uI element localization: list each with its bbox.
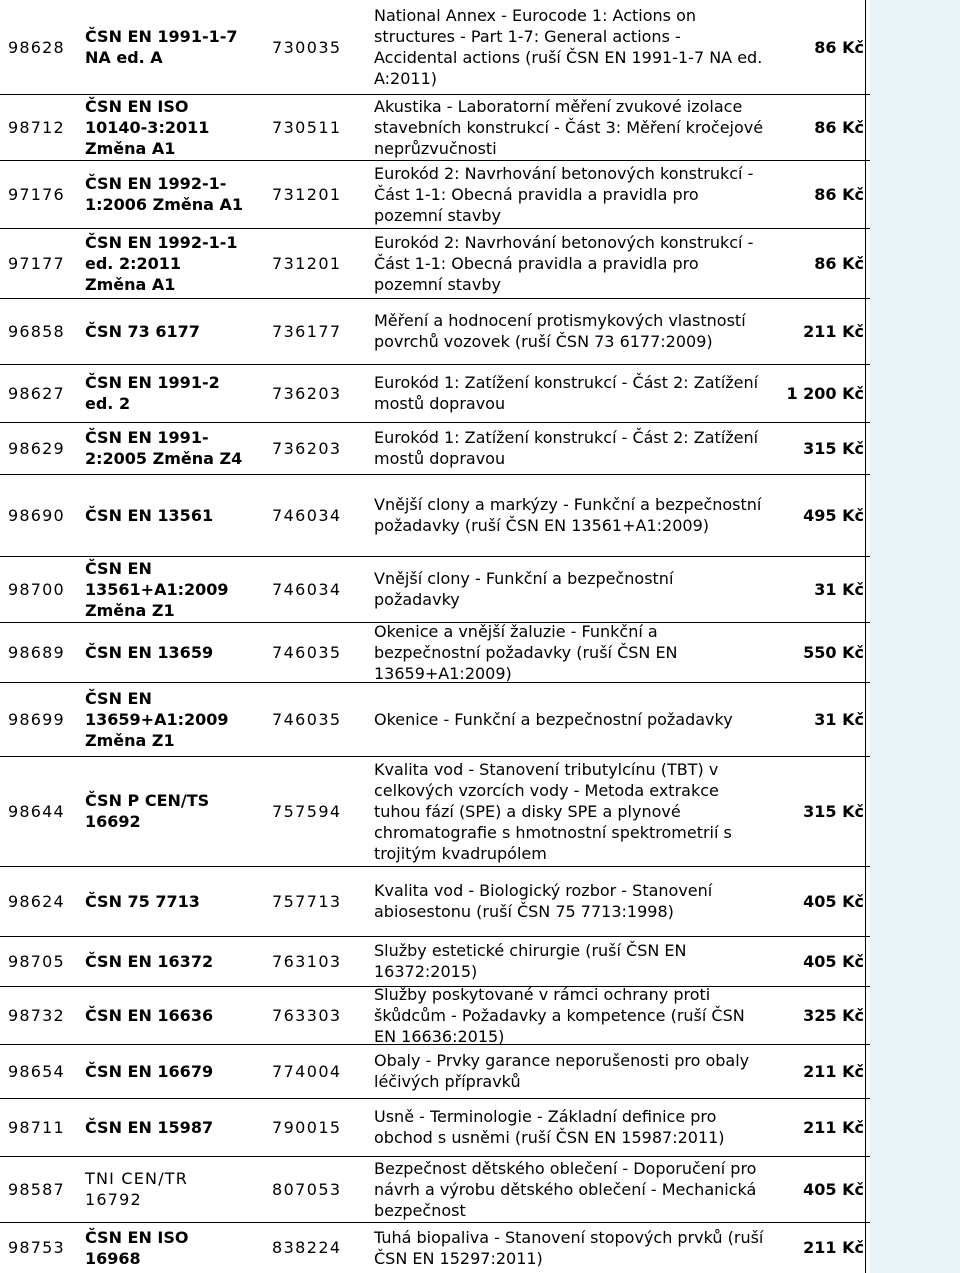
classification-code-text: 736203 xyxy=(272,438,342,458)
standard-designation xyxy=(85,1222,270,1273)
catalog-number xyxy=(8,0,78,94)
standard-designation-text: ČSN EN 1992-1- 1:2006 Změna A1 xyxy=(85,174,244,214)
catalog-number-text: 98700 xyxy=(8,579,65,599)
price xyxy=(764,298,864,364)
catalog-number-text: 98624 xyxy=(8,891,65,911)
price xyxy=(764,1098,864,1156)
standard-title-text: Měření a hodnocení protismykových vlastností povrchů vozovek (ruší ČSN 73 6177:2009) xyxy=(374,311,746,351)
price-text: 211 Kč xyxy=(803,1117,864,1137)
price-text: 86 Kč xyxy=(814,184,864,204)
price-text: 325 Kč xyxy=(803,1005,864,1025)
price-text: 315 Kč xyxy=(803,801,864,821)
standard-title-text: Bezpečnost dětského oblečení - Doporučení pro návrh a výrobu dětského oblečení - Mechanická bezpečnost xyxy=(374,1158,757,1220)
classification-code xyxy=(272,866,362,936)
standard-title-text: Vnější clony - Funkční a bezpečnostní požadavky xyxy=(374,569,674,609)
catalog-number-text: 98690 xyxy=(8,505,65,525)
classification-code-text: 763303 xyxy=(272,1005,342,1025)
price-text: 405 Kč xyxy=(803,951,864,971)
table-row xyxy=(0,866,960,937)
catalog-number xyxy=(8,1222,78,1273)
table-row xyxy=(0,94,960,161)
standard-title-text: Služby poskytované v rámci ochrany proti škůdcům - Požadavky a kompetence (ruší ČSN EN 16636:2015) xyxy=(374,984,745,1046)
table-row xyxy=(0,682,960,757)
order-quantity-box[interactable] xyxy=(870,1098,960,1156)
standard-designation-text: ČSN EN 13561+A1:2009 Změna Z1 xyxy=(85,558,229,620)
price-text: 550 Kč xyxy=(803,642,864,662)
standard-title xyxy=(374,622,764,682)
catalog-number-text: 98627 xyxy=(8,383,65,403)
price xyxy=(764,682,864,756)
standard-title xyxy=(374,1098,764,1156)
classification-code-text: 790015 xyxy=(272,1117,342,1137)
order-quantity-box[interactable] xyxy=(870,228,960,298)
standard-title-text: Okenice - Funkční a bezpečnostní požadavky xyxy=(374,709,733,729)
classification-code xyxy=(272,228,362,298)
standard-designation-text: ČSN EN ISO 10140-3:2011 Změna A1 xyxy=(85,96,210,158)
price-text: 495 Kč xyxy=(803,505,864,525)
order-quantity-box[interactable] xyxy=(870,682,960,756)
price xyxy=(764,160,864,228)
classification-code-text: 736203 xyxy=(272,383,342,403)
table-row xyxy=(0,756,960,867)
price xyxy=(764,228,864,298)
catalog-number-text: 98753 xyxy=(8,1238,65,1257)
order-quantity-box[interactable] xyxy=(870,986,960,1044)
catalog-number-text: 98689 xyxy=(8,642,65,662)
price-text: 211 Kč xyxy=(803,321,864,341)
catalog-number xyxy=(8,986,78,1044)
catalog-number-text: 98654 xyxy=(8,1061,65,1081)
standard-designation xyxy=(85,1044,270,1098)
standard-title xyxy=(374,556,764,622)
classification-code xyxy=(272,1222,362,1273)
classification-code-text: 746035 xyxy=(272,642,342,662)
catalog-number-text: 96858 xyxy=(8,321,65,341)
catalog-number xyxy=(8,622,78,682)
standard-designation xyxy=(85,422,270,474)
catalog-number-text: 98628 xyxy=(8,37,65,57)
table-row xyxy=(0,1098,960,1157)
order-quantity-box[interactable] xyxy=(870,1044,960,1098)
standard-title-text: Akustika - Laboratorní měření zvukové izolace stavebních konstrukcí - Část 3: Měření kročejové neprůzvučnosti xyxy=(374,96,764,158)
classification-code xyxy=(272,1044,362,1098)
standard-designation xyxy=(85,94,270,160)
standard-title-text: Kvalita vod - Biologický rozbor - Stanovení abiosestonu (ruší ČSN 75 7713:1998) xyxy=(374,881,713,921)
order-quantity-box[interactable] xyxy=(870,0,960,94)
table-row xyxy=(0,0,960,95)
classification-code xyxy=(272,0,362,94)
price-text: 315 Kč xyxy=(803,438,864,458)
order-quantity-box[interactable] xyxy=(870,1156,960,1222)
price xyxy=(764,622,864,682)
standard-title-text: Obaly - Prvky garance neporušenosti pro obaly léčivých přípravků xyxy=(374,1051,750,1091)
classification-code xyxy=(272,474,362,556)
standard-title xyxy=(374,986,764,1044)
classification-code xyxy=(272,756,362,866)
classification-code-text: 730035 xyxy=(272,37,342,57)
table-row xyxy=(0,160,960,229)
order-quantity-box[interactable] xyxy=(870,160,960,228)
classification-code-text: 757594 xyxy=(272,801,342,821)
price-text: 31 Kč xyxy=(814,709,864,729)
order-quantity-box[interactable] xyxy=(870,756,960,866)
price xyxy=(764,756,864,866)
catalog-number-text: 98629 xyxy=(8,438,65,458)
order-quantity-box[interactable] xyxy=(870,866,960,936)
standard-designation xyxy=(85,756,270,866)
standard-title-text: Eurokód 2: Navrhování betonových konstrukcí - Část 1-1: Obecná pravidla a pravidla pro pozemní stavby xyxy=(374,163,754,225)
classification-code-text: 838224 xyxy=(272,1238,342,1257)
order-quantity-box[interactable] xyxy=(870,1222,960,1273)
standard-designation-text: ČSN EN 1991-2 ed. 2 xyxy=(85,373,220,413)
standard-designation-text: ČSN EN 13561 xyxy=(85,505,214,525)
catalog-number-text: 98587 xyxy=(8,1179,65,1199)
standard-title-text: Okenice a vnější žaluzie - Funkční a bezpečnostní požadavky (ruší ČSN EN 13659+A1:2009) xyxy=(374,621,678,683)
catalog-number-text: 98699 xyxy=(8,709,65,729)
classification-code xyxy=(272,1156,362,1222)
price-text: 1 200 Kč xyxy=(786,383,864,403)
standard-designation xyxy=(85,682,270,756)
standard-designation-text: ČSN P CEN/TS 16692 xyxy=(85,791,210,831)
standard-title xyxy=(374,422,764,474)
order-quantity-box[interactable] xyxy=(870,422,960,474)
order-quantity-box[interactable] xyxy=(870,936,960,986)
classification-code xyxy=(272,160,362,228)
catalog-number xyxy=(8,756,78,866)
standard-title-text: Eurokód 1: Zatížení konstrukcí - Část 2: Zatížení mostů dopravou xyxy=(374,373,759,413)
standard-title xyxy=(374,298,764,364)
order-quantity-box[interactable] xyxy=(870,364,960,422)
price-text: 86 Kč xyxy=(814,117,864,137)
standard-designation-text: ČSN EN 1992-1-1 ed. 2:2011 Změna A1 xyxy=(85,232,238,294)
order-quantity-box[interactable] xyxy=(870,94,960,160)
catalog-number-text: 98644 xyxy=(8,801,65,821)
standard-designation xyxy=(85,622,270,682)
catalog-number xyxy=(8,298,78,364)
catalog-number xyxy=(8,1044,78,1098)
standard-title xyxy=(374,756,764,866)
catalog-number-text: 98705 xyxy=(8,951,65,971)
standard-designation-text: ČSN EN 1991-1-7 NA ed. A xyxy=(85,27,238,67)
standard-designation-text: ČSN EN ISO 16968 xyxy=(85,1227,189,1268)
table-row xyxy=(0,298,960,365)
table-row xyxy=(0,986,960,1045)
standard-designation xyxy=(85,866,270,936)
price xyxy=(764,422,864,474)
standard-title xyxy=(374,0,764,94)
order-quantity-box[interactable] xyxy=(870,298,960,364)
classification-code-text: 731201 xyxy=(272,253,342,273)
standard-designation xyxy=(85,160,270,228)
standard-designation xyxy=(85,936,270,986)
catalog-number xyxy=(8,556,78,622)
price xyxy=(764,1044,864,1098)
standard-designation xyxy=(85,364,270,422)
standard-designation-text: ČSN EN 16372 xyxy=(85,951,214,971)
standard-designation xyxy=(85,298,270,364)
price xyxy=(764,986,864,1044)
classification-code xyxy=(272,298,362,364)
classification-code xyxy=(272,936,362,986)
catalog-number xyxy=(8,94,78,160)
standard-designation-text: ČSN 75 7713 xyxy=(85,891,200,911)
standard-title xyxy=(374,936,764,986)
table-row xyxy=(0,1156,960,1223)
standard-designation xyxy=(85,556,270,622)
table-row xyxy=(0,228,960,299)
price-text: 86 Kč xyxy=(814,253,864,273)
classification-code xyxy=(272,1098,362,1156)
classification-code-text: 746034 xyxy=(272,579,342,599)
catalog-number xyxy=(8,866,78,936)
standard-designation-text: ČSN EN 15987 xyxy=(85,1117,214,1137)
catalog-number xyxy=(8,682,78,756)
catalog-number xyxy=(8,160,78,228)
catalog-number-text: 98732 xyxy=(8,1005,65,1025)
table-row xyxy=(0,474,960,557)
standard-title xyxy=(374,1044,764,1098)
price xyxy=(764,866,864,936)
standard-title xyxy=(374,682,764,756)
price xyxy=(764,474,864,556)
standard-designation-text: ČSN 73 6177 xyxy=(85,321,200,341)
price xyxy=(764,364,864,422)
price-text: 211 Kč xyxy=(803,1061,864,1081)
price-text: 405 Kč xyxy=(803,1179,864,1199)
price xyxy=(764,936,864,986)
classification-code xyxy=(272,682,362,756)
column-divider xyxy=(865,0,866,1273)
order-quantity-box[interactable] xyxy=(870,556,960,622)
standard-title xyxy=(374,94,764,160)
classification-code-text: 763103 xyxy=(272,951,342,971)
catalog-number xyxy=(8,422,78,474)
standard-title xyxy=(374,866,764,936)
order-quantity-box[interactable] xyxy=(870,622,960,682)
catalog-number xyxy=(8,936,78,986)
standard-designation xyxy=(85,0,270,94)
classification-code-text: 757713 xyxy=(272,891,342,911)
standard-title xyxy=(374,364,764,422)
classification-code xyxy=(272,986,362,1044)
standard-title-text: Služby estetické chirurgie (ruší ČSN EN 16372:2015) xyxy=(374,941,687,981)
standard-title-text: Usně - Terminologie - Základní definice pro obchod s usněmi (ruší ČSN EN 15987:2011) xyxy=(374,1107,725,1147)
standard-title xyxy=(374,474,764,556)
standard-title xyxy=(374,160,764,228)
catalog-number xyxy=(8,1156,78,1222)
catalog-number-text: 98711 xyxy=(8,1117,65,1137)
price xyxy=(764,0,864,94)
standard-designation xyxy=(85,1156,270,1222)
table-row xyxy=(0,622,960,683)
standard-designation-text: TNI CEN/TR 16792 xyxy=(85,1169,189,1209)
classification-code-text: 736177 xyxy=(272,321,342,341)
classification-code xyxy=(272,622,362,682)
standard-designation-text: ČSN EN 16636 xyxy=(85,1005,214,1025)
price xyxy=(764,1156,864,1222)
catalog-number xyxy=(8,474,78,556)
standard-designation xyxy=(85,1098,270,1156)
classification-code xyxy=(272,364,362,422)
table-row xyxy=(0,364,960,423)
standard-title-text: Eurokód 1: Zatížení konstrukcí - Část 2: Zatížení mostů dopravou xyxy=(374,428,759,468)
price-text: 31 Kč xyxy=(814,579,864,599)
classification-code-text: 730511 xyxy=(272,117,342,137)
standard-designation xyxy=(85,474,270,556)
standard-title xyxy=(374,1156,764,1222)
standard-title-text: Eurokód 2: Navrhování betonových konstrukcí - Část 1-1: Obecná pravidla a pravidla pro pozemní stavby xyxy=(374,232,754,294)
classification-code-text: 731201 xyxy=(272,184,342,204)
standard-title xyxy=(374,228,764,298)
classification-code-text: 746035 xyxy=(272,709,342,729)
table-row xyxy=(0,1044,960,1099)
standard-title-text: Kvalita vod - Stanovení tributylcínu (TBT) v celkových vzorcích vody - Metoda extrakce tuhou fází (SPE) a disky SPE a plynové chromatografie s hmotnostní spektrometrií s trojitým kvadrupólem xyxy=(374,759,732,863)
classification-code-text: 807053 xyxy=(272,1179,342,1199)
classification-code xyxy=(272,94,362,160)
table-row xyxy=(0,1222,960,1273)
classification-code-text: 746034 xyxy=(272,505,342,525)
table-row xyxy=(0,422,960,475)
classification-code-text: 774004 xyxy=(272,1061,342,1081)
standard-title xyxy=(374,1222,764,1273)
standard-designation-text: ČSN EN 13659+A1:2009 Změna Z1 xyxy=(85,688,229,750)
catalog-number xyxy=(8,1098,78,1156)
order-quantity-box[interactable] xyxy=(870,474,960,556)
price xyxy=(764,1222,864,1273)
catalog-number-text: 97176 xyxy=(8,184,65,204)
standard-title-text: National Annex - Eurocode 1: Actions on structures - Part 1-7: General actions - Accidental actions (ruší ČSN EN 1991-1-7 NA ed. A:2011) xyxy=(374,6,763,88)
standard-title-text: Vnější clony a markýzy - Funkční a bezpečnostní požadavky (ruší ČSN EN 13561+A1:2009) xyxy=(374,495,762,535)
standard-designation xyxy=(85,228,270,298)
classification-code xyxy=(272,556,362,622)
price xyxy=(764,94,864,160)
classification-code xyxy=(272,422,362,474)
catalog-number xyxy=(8,228,78,298)
standard-designation xyxy=(85,986,270,1044)
standard-designation-text: ČSN EN 16679 xyxy=(85,1061,214,1081)
price-text: 211 Kč xyxy=(803,1238,864,1257)
catalog-number xyxy=(8,364,78,422)
standard-designation-text: ČSN EN 1991- 2:2005 Změna Z4 xyxy=(85,428,243,468)
price xyxy=(764,556,864,622)
table-row xyxy=(0,556,960,623)
table-row xyxy=(0,936,960,987)
price-text: 86 Kč xyxy=(814,37,864,57)
price-text: 405 Kč xyxy=(803,891,864,911)
standard-designation-text: ČSN EN 13659 xyxy=(85,642,214,662)
catalog-number-text: 97177 xyxy=(8,253,65,273)
catalog-number-text: 98712 xyxy=(8,117,65,137)
standard-title-text: Tuhá biopaliva - Stanovení stopových prvků (ruší ČSN EN 15297:2011) xyxy=(374,1227,764,1268)
